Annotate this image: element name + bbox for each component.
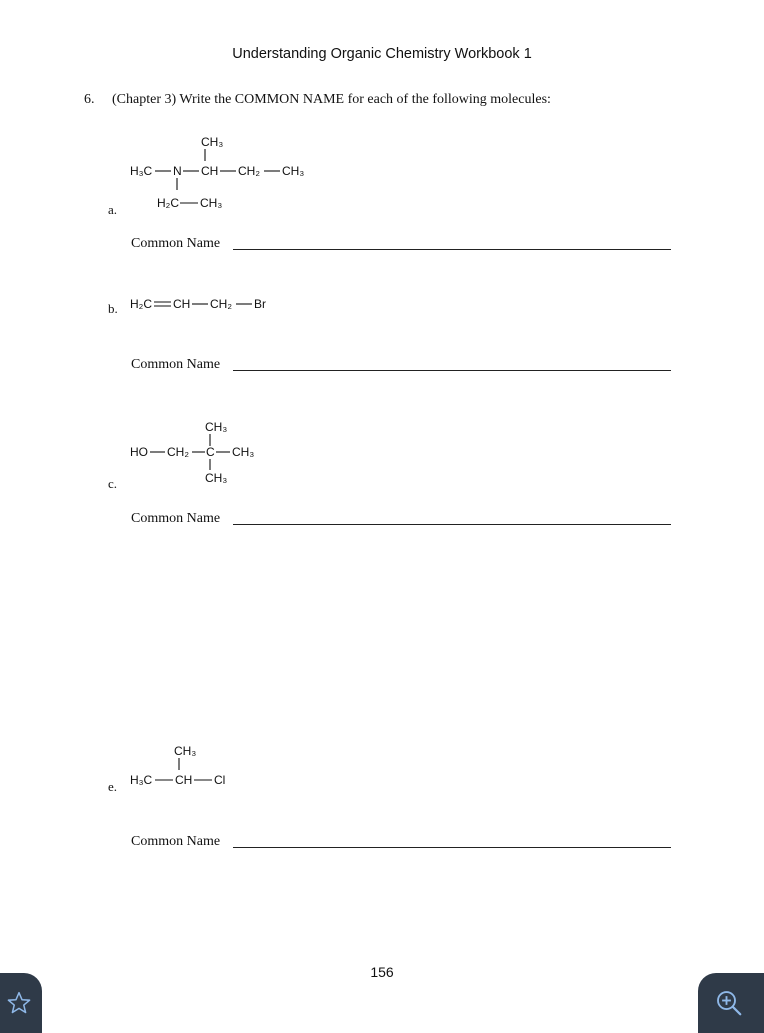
mol-c-ch3-bottom: CH₃ — [205, 471, 228, 485]
zoom-in-button[interactable] — [698, 973, 764, 1033]
mol-c-c: C — [206, 445, 215, 459]
mol-a-ch2: CH₂ — [238, 164, 260, 178]
mol-b-h2c: H₂C — [130, 297, 152, 311]
answer-line-c[interactable] — [233, 524, 671, 525]
page-number: 156 — [370, 964, 394, 980]
mol-b-ch2: CH₂ — [210, 297, 232, 311]
mol-c-ch3-top: CH₃ — [205, 420, 228, 434]
mol-a-n: N — [173, 164, 182, 178]
molecule-c-structure — [128, 416, 288, 488]
page-header: Understanding Organic Chemistry Workbook 1 — [232, 46, 532, 62]
mol-e-cl: Cl — [214, 773, 226, 787]
mol-c-ch2: CH₂ — [167, 445, 189, 459]
common-name-label: Common Name — [131, 834, 221, 849]
common-name-row-b — [131, 357, 671, 377]
mol-b-br: Br — [254, 297, 266, 311]
common-name-row-c — [131, 511, 671, 531]
common-name-label: Common Name — [131, 357, 221, 372]
mol-a-h3c: H₃C — [130, 164, 153, 178]
star-outline-icon — [6, 990, 32, 1016]
question-number: 6. — [84, 92, 95, 107]
item-letter-c: c. — [108, 476, 118, 491]
molecule-a-structure — [128, 132, 328, 214]
mol-e-ch3-top: CH₃ — [174, 744, 197, 758]
mol-a-ch: CH — [201, 164, 219, 178]
bookmark-button[interactable] — [0, 973, 42, 1033]
answer-line-e[interactable] — [233, 847, 671, 848]
molecule-e-structure — [128, 740, 248, 790]
mol-e-ch: CH — [175, 773, 193, 787]
mol-e-h3c: H₃C — [130, 773, 153, 787]
mol-a-ch3-bottom: CH₃ — [200, 196, 223, 210]
common-name-label: Common Name — [131, 236, 221, 251]
question-text: (Chapter 3) Write the COMMON NAME for each of the following molecules: — [112, 92, 551, 107]
mol-c-ho: HO — [130, 445, 148, 459]
common-name-row-a — [131, 236, 671, 256]
mol-a-h2c: H₂C — [157, 196, 179, 210]
answer-line-a[interactable] — [233, 249, 671, 250]
common-name-row-e — [131, 834, 671, 854]
zoom-in-icon — [714, 988, 744, 1018]
molecule-b-structure — [128, 293, 288, 315]
item-letter-b: b. — [108, 301, 118, 316]
mol-b-ch: CH — [173, 297, 191, 311]
mol-a-top-ch3: CH₃ — [201, 135, 224, 149]
answer-line-b[interactable] — [233, 370, 671, 371]
common-name-label: Common Name — [131, 511, 221, 526]
item-letter-e: e. — [108, 779, 118, 794]
mol-c-ch3-right: CH₃ — [232, 445, 255, 459]
item-letter-a: a. — [108, 202, 118, 217]
mol-a-ch3-right: CH₃ — [282, 164, 305, 178]
